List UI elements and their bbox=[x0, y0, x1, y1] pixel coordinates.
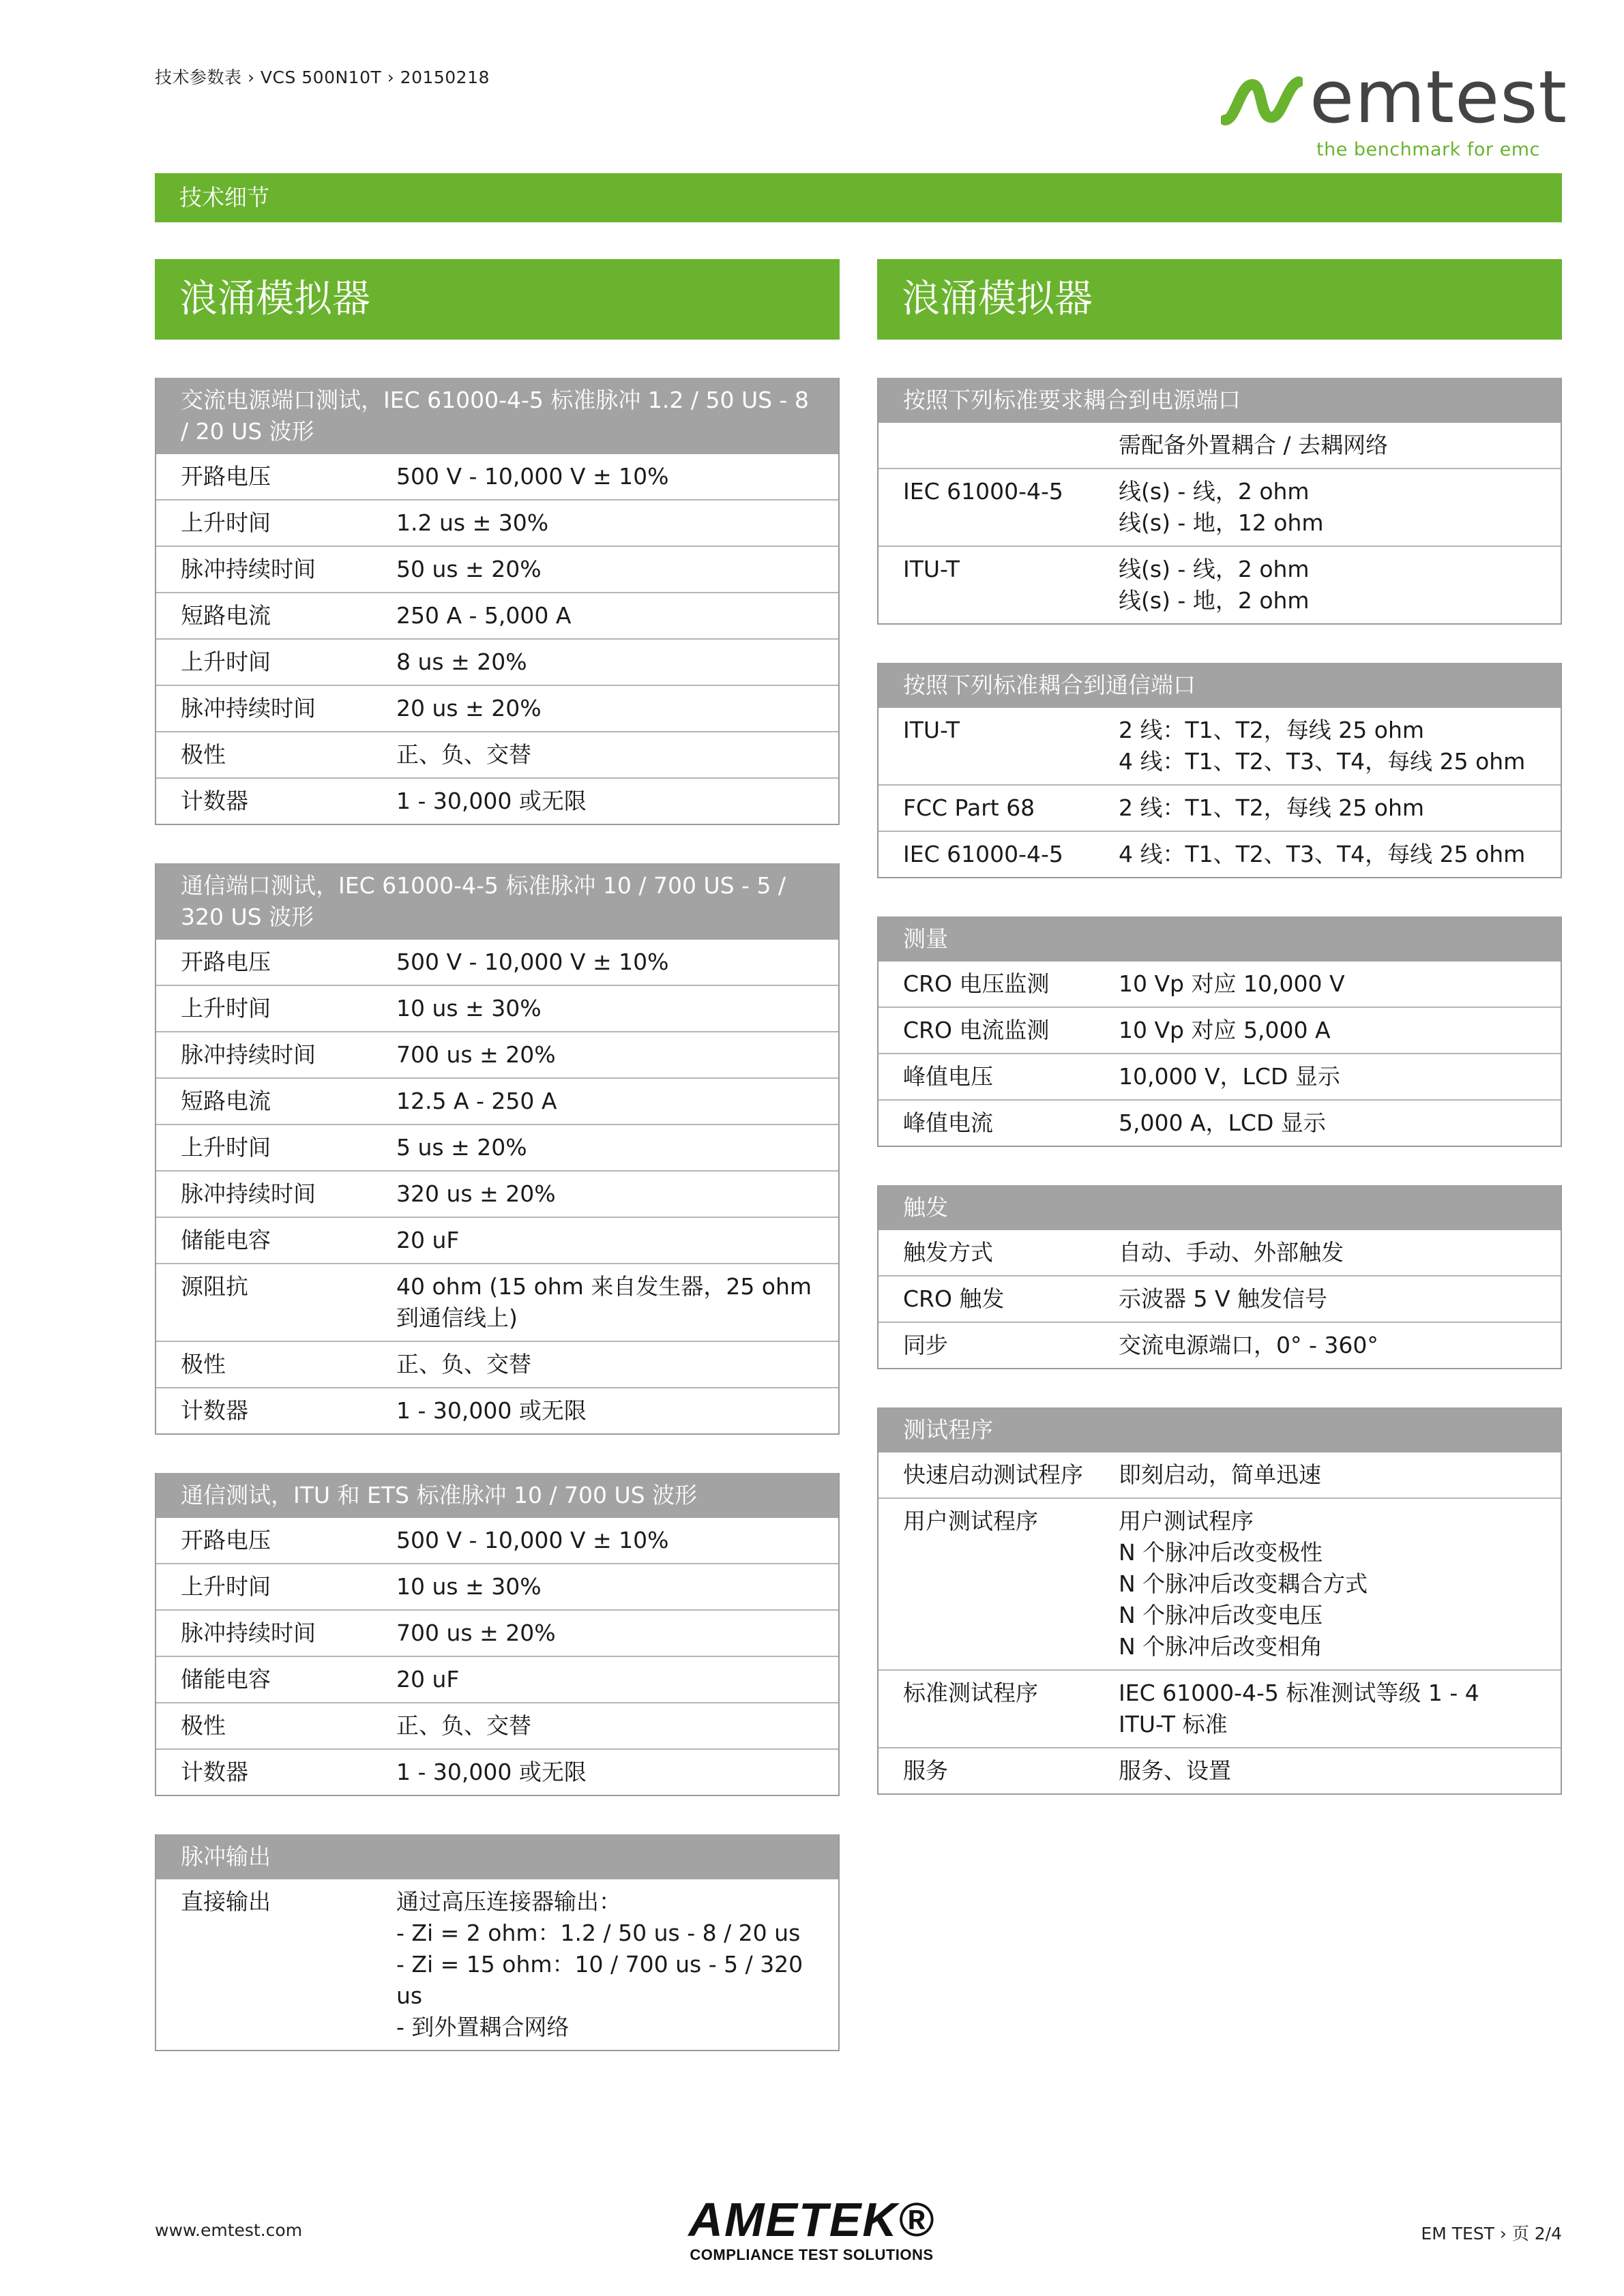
table-row bbox=[156, 1702, 838, 1748]
row-label: 服务 bbox=[903, 1757, 948, 1784]
table-row bbox=[879, 961, 1561, 1007]
row-label: 源阻抗 bbox=[181, 1273, 248, 1300]
row-value: 250 A - 5,000 A bbox=[396, 602, 572, 629]
spec-table bbox=[877, 1185, 1562, 1369]
footer-url[interactable]: www.emtest.com bbox=[155, 2220, 303, 2240]
emtest-wave-icon bbox=[1221, 75, 1303, 130]
right-column bbox=[877, 259, 1562, 1795]
row-label: 脉冲持续时间 bbox=[181, 1041, 316, 1068]
table-row bbox=[156, 1518, 838, 1563]
row-label: 极性 bbox=[181, 741, 226, 768]
row-value: 2 线：T1、T2，每线 25 ohm 4 线：T1、T2、T3、T4，每线 25 ohm bbox=[1119, 717, 1526, 775]
table-row bbox=[879, 1452, 1561, 1497]
row-value: 正、负、交替 bbox=[396, 1351, 531, 1377]
row-value: 1.2 us ± 30% bbox=[396, 509, 549, 536]
row-value: 用户测试程序 N 个脉冲后改变极性 N 个脉冲后改变耦合方式 N 个脉冲后改变电压 N 个脉冲后改变相角 bbox=[1119, 1508, 1368, 1660]
table-row bbox=[879, 468, 1561, 546]
spec-table-title: 测量 bbox=[879, 916, 1561, 961]
row-value: 12.5 A - 250 A bbox=[396, 1088, 557, 1114]
row-value: 交流电源端口，0° - 360° bbox=[1119, 1332, 1378, 1358]
row-label: 储能电容 bbox=[181, 1227, 271, 1253]
row-label: 上升时间 bbox=[181, 648, 271, 675]
table-row bbox=[879, 423, 1561, 468]
row-label: 上升时间 bbox=[181, 1573, 271, 1600]
table-row bbox=[156, 1609, 838, 1656]
table-row bbox=[156, 1879, 838, 2050]
row-label: 快速启动测试程序 bbox=[903, 1461, 1083, 1488]
row-value: 500 V - 10,000 V ± 10% bbox=[396, 949, 669, 975]
row-value: 自动、手动、外部触发 bbox=[1119, 1239, 1344, 1266]
row-value: 需配备外置耦合 / 去耦网络 bbox=[1119, 432, 1389, 458]
row-label: CRO 电压监测 bbox=[903, 970, 1050, 997]
table-row bbox=[156, 1217, 838, 1263]
row-value: 正、负、交替 bbox=[396, 1712, 531, 1739]
row-value: 线(s) - 线，2 ohm 线(s) - 地，12 ohm bbox=[1119, 478, 1324, 536]
row-label: 开路电压 bbox=[181, 949, 271, 975]
row-value: 正、负、交替 bbox=[396, 741, 531, 768]
table-row bbox=[879, 1099, 1561, 1146]
row-value: 20 us ± 20% bbox=[396, 695, 542, 721]
table-row bbox=[879, 831, 1561, 877]
spec-table-title: 测试程序 bbox=[879, 1407, 1561, 1452]
table-row bbox=[879, 1230, 1561, 1275]
table-row bbox=[156, 1077, 838, 1124]
row-label: 开路电压 bbox=[181, 463, 271, 490]
row-value: 10 Vp 对应 10,000 V bbox=[1119, 970, 1345, 997]
row-value: 1 - 30,000 或无限 bbox=[396, 788, 587, 814]
row-value: 10 us ± 30% bbox=[396, 1573, 542, 1600]
right-column-title: 浪涌模拟器 bbox=[877, 259, 1562, 340]
row-value: 即刻启动，简单迅速 bbox=[1119, 1461, 1321, 1488]
row-label: 开路电压 bbox=[181, 1527, 271, 1553]
spec-table-title: 按照下列标准要求耦合到电源端口 bbox=[879, 378, 1561, 423]
row-label: 脉冲持续时间 bbox=[181, 1180, 316, 1207]
table-row bbox=[156, 685, 838, 731]
table-row bbox=[879, 784, 1561, 831]
row-label: 上升时间 bbox=[181, 995, 271, 1022]
spec-table bbox=[155, 863, 840, 1435]
row-label: 计数器 bbox=[181, 1397, 248, 1424]
row-label: 标准测试程序 bbox=[903, 1680, 1038, 1706]
row-label: 计数器 bbox=[181, 1759, 248, 1785]
ametek-logo bbox=[682, 2193, 941, 2264]
row-value: 2 线：T1、T2，每线 25 ohm bbox=[1119, 794, 1425, 821]
table-row bbox=[879, 1669, 1561, 1747]
table-row bbox=[156, 638, 838, 685]
left-column bbox=[155, 259, 840, 2051]
table-row bbox=[156, 985, 838, 1031]
row-value: 1 - 30,000 或无限 bbox=[396, 1759, 587, 1785]
row-label: 极性 bbox=[181, 1712, 226, 1739]
table-row bbox=[156, 1341, 838, 1387]
row-value: 示波器 5 V 触发信号 bbox=[1119, 1285, 1328, 1312]
table-row bbox=[879, 708, 1561, 784]
row-label: 峰值电压 bbox=[903, 1063, 993, 1090]
spec-table bbox=[877, 663, 1562, 878]
page-number: EM TEST › 页 2/4 bbox=[1421, 2224, 1562, 2243]
row-value: 8 us ± 20% bbox=[396, 648, 527, 675]
logo-tagline: the benchmark for emc bbox=[1316, 139, 1540, 160]
table-row bbox=[156, 1170, 838, 1217]
spec-table-title: 脉冲输出 bbox=[156, 1834, 838, 1879]
ametek-wordmark: AMETEK® bbox=[688, 2193, 935, 2246]
spec-table-title: 按照下列标准耦合到通信端口 bbox=[879, 663, 1561, 708]
row-value: 线(s) - 线，2 ohm 线(s) - 地，2 ohm bbox=[1119, 556, 1310, 614]
table-row bbox=[879, 1007, 1561, 1053]
table-row bbox=[156, 1563, 838, 1609]
spec-table bbox=[155, 378, 840, 825]
row-label: 直接输出 bbox=[181, 1888, 271, 1915]
spec-table bbox=[877, 1407, 1562, 1795]
spec-table bbox=[877, 916, 1562, 1147]
row-label: 短路电流 bbox=[181, 602, 271, 629]
row-value: 500 V - 10,000 V ± 10% bbox=[396, 463, 669, 490]
spec-table bbox=[155, 1473, 840, 1796]
table-row bbox=[156, 1124, 838, 1170]
emtest-logo bbox=[1221, 55, 1568, 170]
row-label: 短路电流 bbox=[181, 1088, 271, 1114]
row-value: 5 us ± 20% bbox=[396, 1134, 527, 1161]
row-label: 储能电容 bbox=[181, 1666, 271, 1693]
row-label: 峰值电流 bbox=[903, 1109, 993, 1136]
row-label: IEC 61000-4-5 bbox=[903, 841, 1063, 867]
row-label: 用户测试程序 bbox=[903, 1508, 1038, 1534]
right-tables bbox=[877, 378, 1562, 1795]
row-value: 10 Vp 对应 5,000 A bbox=[1119, 1017, 1331, 1043]
left-tables bbox=[155, 378, 840, 2051]
table-row bbox=[156, 1387, 838, 1433]
spec-table-title: 交流电源端口测试，IEC 61000-4-5 标准脉冲 1.2 / 50 US - 8 / 20 US 波形 bbox=[156, 378, 838, 454]
table-row bbox=[156, 731, 838, 777]
row-value: 500 V - 10,000 V ± 10% bbox=[396, 1527, 669, 1553]
row-value: 700 us ± 20% bbox=[396, 1620, 556, 1646]
table-row bbox=[879, 1497, 1561, 1669]
table-row bbox=[156, 1748, 838, 1795]
row-label: 触发方式 bbox=[903, 1239, 993, 1266]
left-column-title: 浪涌模拟器 bbox=[155, 259, 840, 340]
row-label: 脉冲持续时间 bbox=[181, 695, 316, 721]
row-label: 脉冲持续时间 bbox=[181, 1620, 316, 1646]
table-row bbox=[156, 940, 838, 985]
table-row bbox=[879, 1322, 1561, 1368]
spec-table-title: 触发 bbox=[879, 1185, 1561, 1230]
logo-wordmark: emtest bbox=[1310, 55, 1568, 139]
row-label: FCC Part 68 bbox=[903, 794, 1035, 821]
row-value: 10,000 V，LCD 显示 bbox=[1119, 1063, 1340, 1090]
section-banner: 技术细节 bbox=[155, 173, 1562, 222]
row-value: 20 uF bbox=[396, 1666, 460, 1693]
ametek-subtitle: COMPLIANCE TEST SOLUTIONS bbox=[690, 2246, 934, 2263]
row-value: 10 us ± 30% bbox=[396, 995, 542, 1022]
row-label: 极性 bbox=[181, 1351, 226, 1377]
row-label: 上升时间 bbox=[181, 1134, 271, 1161]
row-value: 1 - 30,000 或无限 bbox=[396, 1397, 587, 1424]
table-row bbox=[156, 499, 838, 546]
row-value: IEC 61000-4-5 标准测试等级 1 - 4 ITU-T 标准 bbox=[1119, 1680, 1479, 1738]
row-value: 5,000 A，LCD 显示 bbox=[1119, 1109, 1326, 1136]
row-label: IEC 61000-4-5 bbox=[903, 478, 1063, 505]
row-value: 700 us ± 20% bbox=[396, 1041, 556, 1068]
table-row bbox=[156, 777, 838, 824]
row-label: CRO 触发 bbox=[903, 1285, 1005, 1312]
table-row bbox=[156, 1656, 838, 1702]
spec-table bbox=[155, 1834, 840, 2051]
table-row bbox=[879, 1747, 1561, 1793]
row-label bbox=[879, 430, 1119, 461]
table-row bbox=[879, 1275, 1561, 1322]
table-row bbox=[156, 1263, 838, 1341]
spec-table-title: 通信端口测试，IEC 61000-4-5 标准脉冲 10 / 700 US - 5 / 320 US 波形 bbox=[156, 863, 838, 940]
row-label: 同步 bbox=[903, 1332, 948, 1358]
row-value: 20 uF bbox=[396, 1227, 460, 1253]
row-value: 40 ohm (15 ohm 来自发生器，25 ohm 到通信线上) bbox=[396, 1273, 812, 1331]
row-label: 计数器 bbox=[181, 788, 248, 814]
row-value: 通过高压连接器输出： - Zi = 2 ohm：1.2 / 50 us - 8 / 20 us - Zi = 15 ohm：10 / 700 us - 5 / 320 us - 到外置耦合网络 bbox=[396, 1888, 803, 2040]
spec-table bbox=[877, 378, 1562, 625]
spec-table-title: 通信测试，ITU 和 ETS 标准脉冲 10 / 700 US 波形 bbox=[156, 1473, 838, 1518]
row-value: 服务、设置 bbox=[1119, 1757, 1231, 1784]
row-value: 320 us ± 20% bbox=[396, 1180, 556, 1207]
table-row bbox=[156, 454, 838, 499]
table-row bbox=[879, 1053, 1561, 1099]
table-row bbox=[156, 1031, 838, 1077]
row-value: 4 线：T1、T2、T3、T4，每线 25 ohm bbox=[1119, 841, 1526, 867]
table-row bbox=[156, 592, 838, 638]
row-value: 50 us ± 20% bbox=[396, 556, 542, 582]
table-row bbox=[879, 546, 1561, 623]
row-label: ITU-T bbox=[903, 717, 960, 743]
row-label: ITU-T bbox=[903, 556, 960, 582]
row-label: CRO 电流监测 bbox=[903, 1017, 1050, 1043]
table-row bbox=[156, 546, 838, 592]
row-label: 脉冲持续时间 bbox=[181, 556, 316, 582]
row-label: 上升时间 bbox=[181, 509, 271, 536]
breadcrumb: 技术参数表 › VCS 500N10T › 20150218 bbox=[155, 68, 490, 87]
